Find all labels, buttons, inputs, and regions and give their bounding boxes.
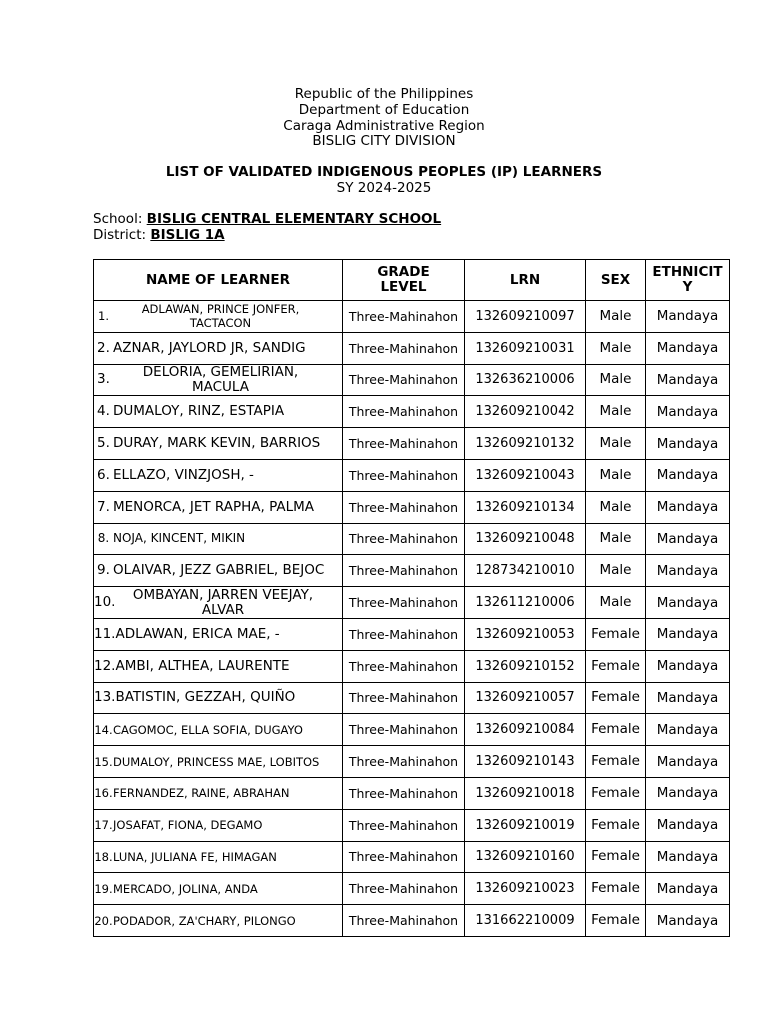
ethnicity-cell: Mandaya [646,364,730,396]
sex-cell: Female [586,682,646,714]
row-number: 8. [97,531,110,546]
grade-level-cell: Three-Mahinahon [343,714,465,746]
learner-name [94,588,342,618]
learner-name-cell [94,523,343,555]
row-number: 7. [97,498,110,515]
learner-name-text: DURAY, MARK KEVIN, BARRIOS [113,435,321,452]
grade-level-cell: Three-Mahinahon [343,459,465,491]
learner-name [94,786,342,800]
district-name: BISLIG 1A [150,227,225,243]
lrn-cell: 132609210143 [465,746,586,778]
learner-name-cell [94,396,343,428]
ethnicity-cell: Mandaya [646,459,730,491]
learner-name-text: CAGOMOC, ELLA SOFIA, DUGAYO [113,722,303,737]
table-row [94,873,730,905]
table-row [94,491,730,523]
table-header-row [94,260,730,301]
learner-name [94,818,342,832]
row-number: 14. [94,722,113,737]
table-row [94,523,730,555]
school-info [93,211,441,243]
sex-cell: Female [586,873,646,905]
sex-cell: Female [586,650,646,682]
school-label: School: [93,211,143,227]
learner-name-text: JOSAFAT, FIONA, DEGAMO [113,818,263,833]
sex-cell: Female [586,746,646,778]
row-number: 17. [94,818,113,833]
sex-cell: Male [586,301,646,333]
learner-name [94,436,342,451]
learner-name [94,914,342,928]
grade-level-cell: Three-Mahinahon [343,841,465,873]
ethnicity-cell: Mandaya [646,301,730,333]
learner-name [94,302,342,330]
header-grade: GRADE LEVEL [343,260,465,301]
table-row [94,650,730,682]
sex-cell: Male [586,491,646,523]
ethnicity-cell: Mandaya [646,523,730,555]
learner-name-cell [94,873,343,905]
grade-level-cell: Three-Mahinahon [343,905,465,937]
learner-name [94,627,342,642]
learner-name-cell [94,618,343,650]
grade-level-cell: Three-Mahinahon [343,364,465,396]
learner-name-text: AMBI, ALTHEA, LAURENTE [115,657,290,674]
row-number: 4. [97,403,110,420]
table-row [94,841,730,873]
sex-cell: Female [586,777,646,809]
learner-name-cell [94,809,343,841]
grade-level-cell: Three-Mahinahon [343,777,465,809]
learner-name-cell [94,364,343,396]
learner-name [94,882,342,896]
ethnicity-cell: Mandaya [646,587,730,619]
learner-name-text: DUMALOY, PRINCESS MAE, LOBITOS [113,754,320,769]
ethnicity-cell: Mandaya [646,809,730,841]
district-line [93,227,441,243]
grade-level-cell: Three-Mahinahon [343,682,465,714]
sex-cell: Female [586,809,646,841]
lrn-cell: 128734210010 [465,555,586,587]
learner-name [94,755,342,769]
grade-level-cell: Three-Mahinahon [343,523,465,555]
grade-level-cell: Three-Mahinahon [343,301,465,333]
learner-name-cell [94,905,343,937]
learner-name-cell [94,332,343,364]
ethnicity-cell: Mandaya [646,714,730,746]
sex-cell: Male [586,396,646,428]
ethnicity-cell: Mandaya [646,777,730,809]
lrn-cell: 132609210043 [465,459,586,491]
lrn-cell: 132609210057 [465,682,586,714]
table-row [94,905,730,937]
learner-name-text: MENORCA, JET RAPHA, PALMA [113,498,314,515]
learner-name-cell [94,428,343,460]
learner-name-text: OLAIVAR, JEZZ GABRIEL, BEJOC [113,562,325,579]
table-row [94,364,730,396]
header-name: NAME OF LEARNER [94,260,343,301]
row-number: 13. [94,689,116,706]
lrn-cell: 132611210006 [465,587,586,619]
table-row [94,714,730,746]
row-number: 1. [98,309,109,324]
header-lrn: LRN [465,260,586,301]
grade-level-cell: Three-Mahinahon [343,746,465,778]
learner-name [94,690,342,705]
row-number: 9. [97,562,110,579]
table-row [94,777,730,809]
learner-name [94,404,342,419]
table-row [94,809,730,841]
ethnicity-cell: Mandaya [646,873,730,905]
row-number: 19. [94,881,113,896]
grade-level-cell: Three-Mahinahon [343,650,465,682]
table-row [94,618,730,650]
table-row [94,301,730,333]
table-row [94,332,730,364]
district-label: District: [93,227,147,243]
learner-name-cell [94,777,343,809]
lrn-cell: 132609210048 [465,523,586,555]
row-number: 18. [94,849,113,864]
learner-name-text: AZNAR, JAYLORD JR, SANDIG [113,339,306,356]
sex-cell: Male [586,587,646,619]
row-number: 6. [97,466,110,483]
learner-name-text: BATISTIN, GEZZAH, QUIÑO [115,689,296,706]
lrn-cell: 132609210023 [465,873,586,905]
grade-level-cell: Three-Mahinahon [343,873,465,905]
grade-level-cell: Three-Mahinahon [343,809,465,841]
document-title [0,164,768,196]
learner-name [94,468,342,483]
lrn-cell: 131662210009 [465,905,586,937]
learner-name-text: FERNANDEZ, RAINE, ABRAHAN [113,786,290,801]
learner-name [94,341,342,356]
learner-name-text: LUNA, JULIANA FE, HIMAGAN [113,849,277,864]
school-year: SY 2024-2025 [336,180,432,196]
lrn-cell: 132609210152 [465,650,586,682]
lrn-cell: 132609210134 [465,491,586,523]
learner-name [94,365,342,395]
lrn-cell: 132609210042 [465,396,586,428]
grade-level-cell: Three-Mahinahon [343,491,465,523]
row-number: 11. [94,625,116,642]
ethnicity-cell: Mandaya [646,332,730,364]
sex-cell: Male [586,332,646,364]
lrn-cell: 132609210160 [465,841,586,873]
header-republic: Republic of the Philippines [294,86,474,102]
table-row [94,396,730,428]
learner-name-cell [94,459,343,491]
learner-name-cell [94,746,343,778]
lrn-cell: 132609210018 [465,777,586,809]
learner-name-cell [94,301,343,333]
table-row [94,682,730,714]
learner-name-text: ELLAZO, VINZJOSH, - [113,466,254,483]
grade-level-cell: Three-Mahinahon [343,396,465,428]
learner-name-cell [94,555,343,587]
learner-name-text: MERCADO, JOLINA, ANDA [113,881,258,896]
ethnicity-cell: Mandaya [646,905,730,937]
ethnicity-cell: Mandaya [646,555,730,587]
sex-cell: Male [586,428,646,460]
row-number: 5. [97,435,110,452]
lrn-cell: 132609210031 [465,332,586,364]
ethnicity-cell: Mandaya [646,682,730,714]
learner-name [94,850,342,864]
ethnicity-cell: Mandaya [646,841,730,873]
row-number: 10. [94,594,116,611]
table-row [94,587,730,619]
learner-name [94,500,342,515]
lrn-cell: 132609210019 [465,809,586,841]
learner-name-text: ADLAWAN, ERICA MAE, - [115,625,280,642]
ethnicity-cell: Mandaya [646,650,730,682]
ethnicity-cell: Mandaya [646,428,730,460]
list-title: LIST OF VALIDATED INDIGENOUS PEOPLES (IP) LEARNERS [165,164,603,180]
grade-level-cell: Three-Mahinahon [343,428,465,460]
table-row [94,746,730,778]
row-number: 15. [94,754,113,769]
sex-cell: Female [586,841,646,873]
learner-name-cell [94,841,343,873]
row-number: 2. [97,339,110,356]
learner-name-text: ADLAWAN, PRINCE JONFER, TACTACON [141,302,300,331]
grade-level-cell: Three-Mahinahon [343,587,465,619]
lrn-cell: 132609210132 [465,428,586,460]
learner-name-text: PODADOR, ZA'CHARY, PILONGO [113,913,296,928]
ethnicity-cell: Mandaya [646,396,730,428]
learner-name [94,563,342,578]
row-number: 12. [94,657,116,674]
row-number: 20. [94,913,113,928]
header-ethnicity: ETHNICITY [646,260,730,301]
document-header [0,87,768,150]
grade-level-cell: Three-Mahinahon [343,555,465,587]
learner-name-cell [94,682,343,714]
table-row [94,459,730,491]
table-row [94,428,730,460]
lrn-cell: 132636210006 [465,364,586,396]
sex-cell: Male [586,364,646,396]
learner-name [94,531,342,546]
school-name: BISLIG CENTRAL ELEMENTARY SCHOOL [146,211,442,227]
table-row [94,555,730,587]
learner-name-cell [94,714,343,746]
header-department: Department of Education [298,101,470,118]
header-sex: SEX [586,260,646,301]
sex-cell: Male [586,555,646,587]
lrn-cell: 132609210053 [465,618,586,650]
row-number: 16. [94,786,113,801]
grade-level-cell: Three-Mahinahon [343,618,465,650]
lrn-cell: 132609210084 [465,714,586,746]
learner-name-text: DUMALOY, RINZ, ESTAPIA [113,403,285,420]
learner-name-text: NOJA, KINCENT, MIKIN [113,531,246,546]
sex-cell: Female [586,618,646,650]
header-region: Caraga Administrative Region [283,117,485,134]
sex-cell: Female [586,714,646,746]
sex-cell: Male [586,459,646,491]
lrn-cell: 132609210097 [465,301,586,333]
grade-level-cell: Three-Mahinahon [343,332,465,364]
learners-table [93,259,730,937]
sex-cell: Female [586,905,646,937]
learner-name-cell [94,587,343,619]
ethnicity-cell: Mandaya [646,491,730,523]
school-line [93,211,441,227]
learner-name-cell [94,491,343,523]
learner-name-text: OMBAYAN, JARREN VEEJAY, ALVAR [132,586,314,618]
learner-name-cell [94,650,343,682]
header-division: BISLIG CITY DIVISION [312,133,456,150]
sex-cell: Male [586,523,646,555]
learner-name [94,723,342,737]
row-number: 3. [97,371,110,388]
learner-name-text: DELORIA, GEMELIRIAN, MACULA [142,363,299,395]
learner-name [94,659,342,674]
ethnicity-cell: Mandaya [646,618,730,650]
ethnicity-cell: Mandaya [646,746,730,778]
